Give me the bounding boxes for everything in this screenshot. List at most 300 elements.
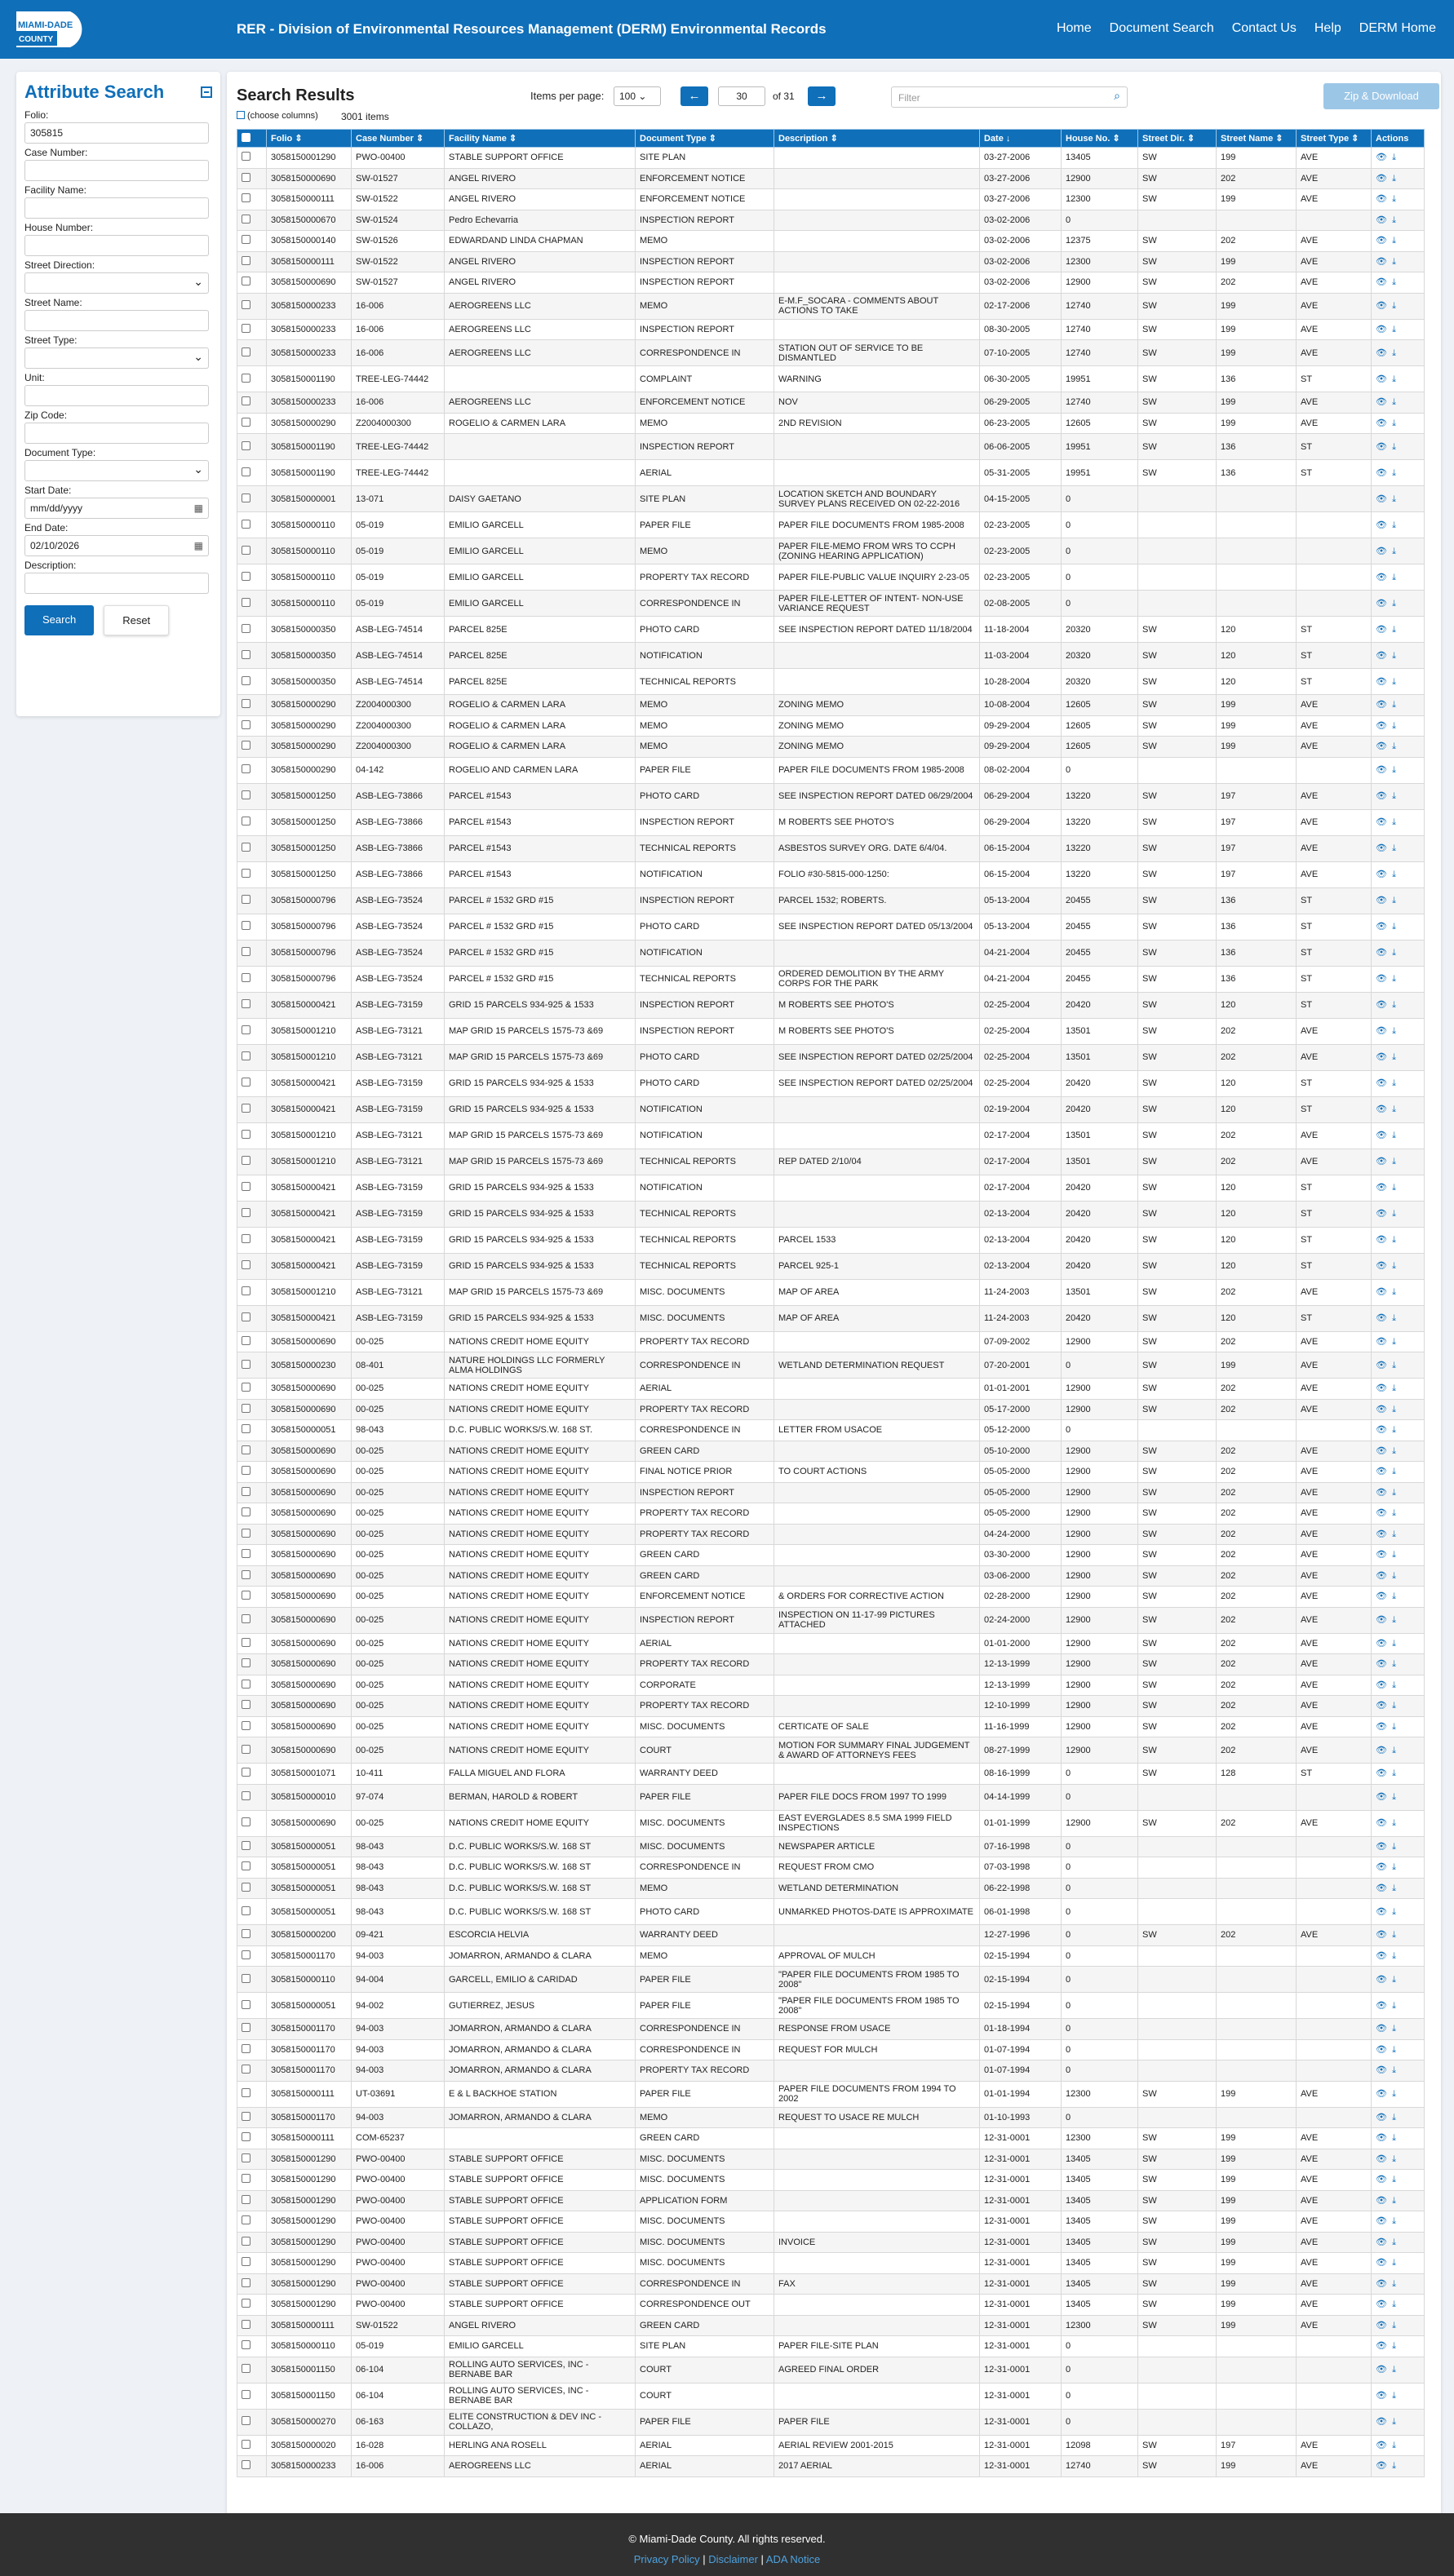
column-header-case-number[interactable]: Case Number ⇕ [352, 130, 445, 148]
column-header-description[interactable]: Description ⇕ [774, 130, 980, 148]
row-checkbox[interactable] [242, 2390, 250, 2399]
download-icon[interactable]: ⤓ [1392, 2195, 1396, 2206]
row-checkbox[interactable] [242, 193, 250, 202]
download-icon[interactable]: ⤓ [1392, 1529, 1396, 1539]
row-checkbox[interactable] [242, 1051, 250, 1060]
description-input[interactable] [24, 573, 209, 594]
view-icon[interactable]: 👁 [1376, 1680, 1387, 1690]
table-row[interactable] [237, 392, 1425, 414]
view-icon[interactable]: 👁 [1376, 700, 1387, 710]
download-icon[interactable]: ⤓ [1392, 2133, 1396, 2144]
view-icon[interactable]: 👁 [1376, 173, 1387, 184]
download-icon[interactable]: ⤓ [1392, 1313, 1396, 1323]
view-icon[interactable]: 👁 [1376, 1930, 1387, 1941]
table-row[interactable] [237, 2336, 1425, 2357]
download-icon[interactable]: ⤓ [1392, 1104, 1396, 1114]
row-checkbox[interactable] [242, 1487, 250, 1496]
table-row[interactable] [237, 1784, 1425, 1810]
table-row[interactable] [237, 2409, 1425, 2435]
table-row[interactable] [237, 293, 1425, 319]
table-row[interactable] [237, 1331, 1425, 1352]
view-icon[interactable]: 👁 [1376, 397, 1387, 408]
view-icon[interactable]: 👁 [1376, 2461, 1387, 2472]
table-row[interactable] [237, 1836, 1425, 1857]
view-icon[interactable]: 👁 [1376, 2024, 1387, 2034]
row-checkbox[interactable] [242, 1745, 250, 1754]
column-header-facility-name[interactable]: Facility Name ⇕ [445, 130, 636, 148]
view-icon[interactable]: 👁 [1376, 1883, 1387, 1893]
table-row[interactable] [237, 914, 1425, 940]
view-icon[interactable]: 👁 [1376, 1659, 1387, 1670]
column-header-date[interactable]: Date ↓ [980, 130, 1062, 148]
row-checkbox[interactable] [242, 699, 250, 708]
row-checkbox[interactable] [242, 2044, 250, 2053]
table-row[interactable] [237, 168, 1425, 189]
view-icon[interactable]: 👁 [1376, 215, 1387, 225]
download-icon[interactable]: ⤓ [1392, 2237, 1396, 2247]
table-row[interactable] [237, 783, 1425, 809]
download-icon[interactable]: ⤓ [1392, 1261, 1396, 1271]
row-checkbox[interactable] [242, 817, 250, 825]
view-icon[interactable]: 👁 [1376, 347, 1387, 358]
download-icon[interactable]: ⤓ [1392, 1906, 1396, 1917]
row-checkbox[interactable] [242, 720, 250, 729]
row-checkbox[interactable] [242, 843, 250, 852]
row-checkbox[interactable] [242, 1700, 250, 1709]
download-icon[interactable]: ⤓ [1392, 2341, 1396, 2352]
table-row[interactable] [237, 737, 1425, 758]
table-row[interactable] [237, 189, 1425, 210]
download-icon[interactable]: ⤓ [1392, 347, 1396, 358]
download-icon[interactable]: ⤓ [1392, 1445, 1396, 1456]
table-row[interactable] [237, 486, 1425, 512]
column-header-actions[interactable]: Actions [1372, 130, 1425, 148]
row-checkbox[interactable] [242, 1721, 250, 1730]
row-checkbox[interactable] [242, 676, 250, 685]
case-number-input[interactable] [24, 160, 209, 181]
table-row[interactable] [237, 434, 1425, 460]
view-icon[interactable]: 👁 [1376, 1906, 1387, 1917]
table-row[interactable] [237, 1993, 1425, 2019]
view-icon[interactable]: 👁 [1376, 2195, 1387, 2206]
table-row[interactable] [237, 1764, 1425, 1785]
row-checkbox[interactable] [242, 2065, 250, 2074]
street-name-input[interactable] [24, 310, 209, 331]
column-header-house-no[interactable]: House No. ⇕ [1062, 130, 1138, 148]
page-number-input[interactable]: 30 [718, 86, 765, 106]
row-checkbox[interactable] [242, 1156, 250, 1165]
view-icon[interactable]: 👁 [1376, 2153, 1387, 2164]
row-checkbox[interactable] [242, 741, 250, 750]
view-icon[interactable]: 👁 [1376, 624, 1387, 635]
view-icon[interactable]: 👁 [1376, 870, 1387, 879]
row-checkbox[interactable] [242, 2340, 250, 2349]
download-icon[interactable]: ⤓ [1392, 2024, 1396, 2034]
download-icon[interactable]: ⤓ [1392, 1425, 1396, 1436]
view-icon[interactable]: 👁 [1376, 153, 1387, 163]
view-icon[interactable]: 👁 [1376, 2216, 1387, 2227]
table-row[interactable] [237, 1587, 1425, 1608]
folio-input[interactable]: 305815 [24, 122, 209, 144]
view-icon[interactable]: 👁 [1376, 1313, 1387, 1323]
download-icon[interactable]: ⤓ [1392, 1157, 1396, 1166]
search-icon[interactable]: ⌕ [1114, 89, 1120, 102]
download-icon[interactable]: ⤓ [1392, 418, 1396, 428]
view-icon[interactable]: 👁 [1376, 922, 1387, 932]
ada-notice-link[interactable]: ADA Notice [765, 2553, 821, 2565]
table-row[interactable] [237, 1018, 1425, 1044]
row-checkbox[interactable] [242, 324, 250, 333]
row-checkbox[interactable] [242, 1529, 250, 1538]
table-row[interactable] [237, 1607, 1425, 1633]
view-icon[interactable]: 👁 [1376, 1467, 1387, 1477]
download-icon[interactable]: ⤓ [1392, 301, 1396, 311]
unit-input[interactable] [24, 385, 209, 406]
download-icon[interactable]: ⤓ [1392, 1792, 1396, 1802]
download-icon[interactable]: ⤓ [1392, 1659, 1396, 1670]
view-icon[interactable]: 👁 [1376, 2278, 1387, 2289]
view-icon[interactable]: 👁 [1376, 546, 1387, 556]
view-icon[interactable]: 👁 [1376, 1157, 1387, 1166]
view-icon[interactable]: 👁 [1376, 1768, 1387, 1779]
download-icon[interactable]: ⤓ [1392, 650, 1396, 661]
row-checkbox[interactable] [242, 300, 250, 309]
download-icon[interactable]: ⤓ [1392, 1336, 1396, 1347]
view-icon[interactable]: 👁 [1376, 1721, 1387, 1732]
row-checkbox[interactable] [242, 1841, 250, 1850]
row-checkbox[interactable] [242, 1906, 250, 1915]
download-icon[interactable]: ⤓ [1392, 1209, 1396, 1219]
row-checkbox[interactable] [242, 2320, 250, 2329]
row-checkbox[interactable] [242, 1950, 250, 1959]
table-row[interactable] [237, 366, 1425, 392]
zip-download-button[interactable]: Zip & Download [1323, 83, 1439, 109]
download-icon[interactable]: ⤓ [1392, 1974, 1396, 1985]
next-page-button[interactable]: → [808, 86, 836, 106]
row-checkbox[interactable] [242, 895, 250, 904]
download-icon[interactable]: ⤓ [1392, 1591, 1396, 1602]
view-icon[interactable]: 👁 [1376, 2065, 1387, 2076]
table-row[interactable] [237, 2456, 1425, 2477]
view-icon[interactable]: 👁 [1376, 2440, 1387, 2450]
view-icon[interactable]: 👁 [1376, 650, 1387, 661]
row-checkbox[interactable] [242, 2364, 250, 2373]
download-icon[interactable]: ⤓ [1392, 1745, 1396, 1755]
view-icon[interactable]: 👁 [1376, 2112, 1387, 2122]
download-icon[interactable]: ⤓ [1392, 441, 1396, 452]
row-checkbox[interactable] [242, 1638, 250, 1647]
view-icon[interactable]: 👁 [1376, 1052, 1387, 1062]
download-icon[interactable]: ⤓ [1392, 1487, 1396, 1498]
download-icon[interactable]: ⤓ [1392, 974, 1396, 984]
table-row[interactable] [237, 2019, 1425, 2040]
download-icon[interactable]: ⤓ [1392, 843, 1396, 853]
table-row[interactable] [237, 591, 1425, 617]
view-icon[interactable]: 👁 [1376, 2133, 1387, 2144]
select-all-header[interactable] [237, 130, 267, 148]
download-icon[interactable]: ⤓ [1392, 1680, 1396, 1690]
view-icon[interactable]: 👁 [1376, 494, 1387, 504]
download-icon[interactable]: ⤓ [1392, 1883, 1396, 1893]
download-icon[interactable]: ⤓ [1392, 765, 1396, 775]
download-icon[interactable]: ⤓ [1392, 2391, 1396, 2401]
row-checkbox[interactable] [242, 1883, 250, 1892]
row-checkbox[interactable] [242, 546, 250, 555]
download-icon[interactable]: ⤓ [1392, 2216, 1396, 2227]
download-icon[interactable]: ⤓ [1392, 1701, 1396, 1711]
table-row[interactable] [237, 1967, 1425, 1993]
download-icon[interactable]: ⤓ [1392, 1841, 1396, 1852]
row-checkbox[interactable] [242, 235, 250, 244]
view-icon[interactable]: 👁 [1376, 277, 1387, 288]
row-checkbox[interactable] [242, 2153, 250, 2162]
download-icon[interactable]: ⤓ [1392, 1000, 1396, 1010]
column-header-document-type[interactable]: Document Type ⇕ [636, 130, 774, 148]
row-checkbox[interactable] [242, 764, 250, 773]
row-checkbox[interactable] [242, 1208, 250, 1217]
table-row[interactable] [237, 1122, 1425, 1149]
table-row[interactable] [237, 715, 1425, 737]
table-row[interactable] [237, 861, 1425, 887]
view-icon[interactable]: 👁 [1376, 418, 1387, 428]
table-row[interactable] [237, 1810, 1425, 1836]
download-icon[interactable]: ⤓ [1392, 870, 1396, 879]
download-icon[interactable]: ⤓ [1392, 1638, 1396, 1649]
download-icon[interactable]: ⤓ [1392, 1287, 1396, 1297]
table-row[interactable] [237, 643, 1425, 669]
download-icon[interactable]: ⤓ [1392, 1721, 1396, 1732]
table-row[interactable] [237, 148, 1425, 169]
nav-contact-us[interactable]: Contact Us [1231, 21, 1297, 35]
row-checkbox[interactable] [242, 1445, 250, 1454]
row-checkbox[interactable] [242, 1658, 250, 1667]
table-row[interactable] [237, 617, 1425, 643]
download-icon[interactable]: ⤓ [1392, 236, 1396, 246]
view-icon[interactable]: 👁 [1376, 1104, 1387, 1114]
row-checkbox[interactable] [242, 947, 250, 956]
download-icon[interactable]: ⤓ [1392, 624, 1396, 635]
table-row[interactable] [237, 1149, 1425, 1175]
sort-icon[interactable]: ⇕ [292, 134, 303, 144]
disclaimer-link[interactable]: Disclaimer [708, 2553, 758, 2565]
table-row[interactable] [237, 2315, 1425, 2336]
nav-home[interactable]: Home [1056, 21, 1092, 35]
row-checkbox[interactable] [242, 1768, 250, 1777]
view-icon[interactable]: 👁 [1376, 194, 1387, 205]
table-row[interactable] [237, 1565, 1425, 1587]
download-icon[interactable]: ⤓ [1392, 173, 1396, 184]
sort-icon[interactable]: ⇕ [1349, 134, 1359, 144]
view-icon[interactable]: 👁 [1376, 1508, 1387, 1519]
row-checkbox[interactable] [242, 1234, 250, 1243]
row-checkbox[interactable] [242, 520, 250, 529]
view-icon[interactable]: 👁 [1376, 765, 1387, 775]
view-icon[interactable]: 👁 [1376, 1287, 1387, 1297]
download-icon[interactable]: ⤓ [1392, 1404, 1396, 1414]
table-row[interactable] [237, 809, 1425, 835]
table-row[interactable] [237, 1096, 1425, 1122]
table-row[interactable] [237, 2211, 1425, 2233]
view-icon[interactable]: 👁 [1376, 1000, 1387, 1010]
view-icon[interactable]: 👁 [1376, 441, 1387, 452]
download-icon[interactable]: ⤓ [1392, 1615, 1396, 1625]
view-icon[interactable]: 👁 [1376, 2175, 1387, 2185]
row-checkbox[interactable] [242, 2416, 250, 2425]
table-row[interactable] [237, 992, 1425, 1018]
row-checkbox[interactable] [242, 1360, 250, 1369]
table-row[interactable] [237, 1305, 1425, 1331]
table-row[interactable] [237, 2128, 1425, 2149]
table-row[interactable] [237, 340, 1425, 366]
row-checkbox[interactable] [242, 650, 250, 659]
house-number-input[interactable] [24, 235, 209, 256]
download-icon[interactable]: ⤓ [1392, 2065, 1396, 2076]
row-checkbox[interactable] [242, 1025, 250, 1034]
table-row[interactable] [237, 1675, 1425, 1696]
items-per-page-select[interactable]: 100 ⌄ [614, 86, 661, 106]
view-icon[interactable]: 👁 [1376, 1425, 1387, 1436]
table-row[interactable] [237, 1420, 1425, 1441]
table-row[interactable] [237, 2295, 1425, 2316]
row-checkbox[interactable] [242, 2088, 250, 2097]
download-icon[interactable]: ⤓ [1392, 922, 1396, 932]
table-row[interactable] [237, 2357, 1425, 2383]
table-row[interactable] [237, 2383, 1425, 2409]
row-checkbox[interactable] [242, 1817, 250, 1826]
row-checkbox[interactable] [242, 2215, 250, 2224]
row-checkbox[interactable] [242, 1260, 250, 1269]
row-checkbox[interactable] [242, 396, 250, 405]
row-checkbox[interactable] [242, 374, 250, 383]
download-icon[interactable]: ⤓ [1392, 2417, 1396, 2427]
view-icon[interactable]: 👁 [1376, 1383, 1387, 1394]
table-row[interactable] [237, 210, 1425, 231]
view-icon[interactable]: 👁 [1376, 256, 1387, 267]
table-row[interactable] [237, 2273, 1425, 2295]
row-checkbox[interactable] [242, 467, 250, 476]
download-icon[interactable]: ⤓ [1392, 215, 1396, 225]
table-row[interactable] [237, 1737, 1425, 1764]
view-icon[interactable]: 👁 [1376, 1701, 1387, 1711]
table-row[interactable] [237, 272, 1425, 294]
download-icon[interactable]: ⤓ [1392, 741, 1396, 752]
row-checkbox[interactable] [242, 2299, 250, 2308]
view-icon[interactable]: 👁 [1376, 720, 1387, 731]
sort-icon[interactable]: ⇕ [1273, 134, 1283, 144]
row-checkbox[interactable] [242, 256, 250, 265]
row-checkbox[interactable] [242, 1791, 250, 1800]
row-checkbox[interactable] [242, 2237, 250, 2246]
table-row[interactable] [237, 1462, 1425, 1483]
zip-code-input[interactable] [24, 423, 209, 444]
street-direction-select[interactable] [24, 272, 209, 294]
view-icon[interactable]: 👁 [1376, 1078, 1387, 1088]
row-checkbox[interactable] [242, 1404, 250, 1413]
table-row[interactable] [237, 2107, 1425, 2128]
end-date-input[interactable]: 02/10/2026 ▦ [24, 535, 209, 556]
row-checkbox[interactable] [242, 1312, 250, 1321]
download-icon[interactable]: ⤓ [1392, 1818, 1396, 1828]
download-icon[interactable]: ⤓ [1392, 467, 1396, 478]
table-row[interactable] [237, 2435, 1425, 2456]
view-icon[interactable]: 👁 [1376, 2417, 1387, 2427]
column-header-street-dir[interactable]: Street Dir. ⇕ [1138, 130, 1217, 148]
view-icon[interactable]: 👁 [1376, 572, 1387, 582]
row-checkbox[interactable] [242, 1570, 250, 1579]
row-checkbox[interactable] [242, 1466, 250, 1475]
download-icon[interactable]: ⤓ [1392, 494, 1396, 504]
table-row[interactable] [237, 695, 1425, 716]
nav-derm-home[interactable]: DERM Home [1359, 21, 1436, 35]
row-checkbox[interactable] [242, 494, 250, 502]
collapse-icon[interactable] [201, 86, 212, 98]
download-icon[interactable]: ⤓ [1392, 2278, 1396, 2289]
table-row[interactable] [237, 319, 1425, 340]
download-icon[interactable]: ⤓ [1392, 397, 1396, 408]
table-row[interactable] [237, 1716, 1425, 1737]
view-icon[interactable]: 👁 [1376, 1336, 1387, 1347]
download-icon[interactable]: ⤓ [1392, 1052, 1396, 1062]
view-icon[interactable]: 👁 [1376, 2258, 1387, 2268]
table-row[interactable] [237, 1070, 1425, 1096]
view-icon[interactable]: 👁 [1376, 791, 1387, 801]
download-icon[interactable]: ⤓ [1392, 1467, 1396, 1477]
download-icon[interactable]: ⤓ [1392, 1570, 1396, 1581]
table-row[interactable] [237, 940, 1425, 966]
table-row[interactable] [237, 757, 1425, 783]
row-checkbox[interactable] [242, 2460, 250, 2469]
search-button[interactable]: Search [24, 605, 94, 635]
sort-icon[interactable]: ⇕ [1110, 134, 1120, 144]
table-row[interactable] [237, 1696, 1425, 1717]
view-icon[interactable]: 👁 [1376, 467, 1387, 478]
download-icon[interactable]: ⤓ [1392, 1360, 1396, 1370]
view-icon[interactable]: 👁 [1376, 1360, 1387, 1370]
table-row[interactable] [237, 1925, 1425, 1946]
table-row[interactable] [237, 1253, 1425, 1279]
view-icon[interactable]: 👁 [1376, 1445, 1387, 1456]
view-icon[interactable]: 👁 [1376, 301, 1387, 311]
street-type-select[interactable] [24, 347, 209, 369]
download-icon[interactable]: ⤓ [1392, 948, 1396, 958]
row-checkbox[interactable] [242, 2195, 250, 2204]
view-icon[interactable]: 👁 [1376, 1745, 1387, 1755]
table-row[interactable] [237, 1279, 1425, 1305]
table-row[interactable] [237, 1503, 1425, 1525]
row-checkbox[interactable] [242, 2132, 250, 2141]
table-row[interactable] [237, 1878, 1425, 1899]
row-checkbox[interactable] [242, 1182, 250, 1191]
view-icon[interactable]: 👁 [1376, 1261, 1387, 1271]
row-checkbox[interactable] [242, 598, 250, 607]
row-checkbox[interactable] [242, 2174, 250, 2183]
download-icon[interactable]: ⤓ [1392, 546, 1396, 556]
filter-input[interactable]: Filter ⌕ [891, 86, 1128, 108]
table-row[interactable] [237, 1524, 1425, 1545]
download-icon[interactable]: ⤓ [1392, 194, 1396, 205]
row-checkbox[interactable] [242, 1424, 250, 1433]
table-row[interactable] [237, 1633, 1425, 1654]
view-icon[interactable]: 👁 [1376, 843, 1387, 853]
download-icon[interactable]: ⤓ [1392, 572, 1396, 582]
table-row[interactable] [237, 1399, 1425, 1420]
download-icon[interactable]: ⤓ [1392, 520, 1396, 530]
download-icon[interactable]: ⤓ [1392, 1550, 1396, 1560]
start-date-input[interactable]: mm/dd/yyyy ▦ [24, 498, 209, 519]
view-icon[interactable]: 👁 [1376, 2320, 1387, 2330]
table-row[interactable] [237, 231, 1425, 252]
table-row[interactable] [237, 1227, 1425, 1253]
